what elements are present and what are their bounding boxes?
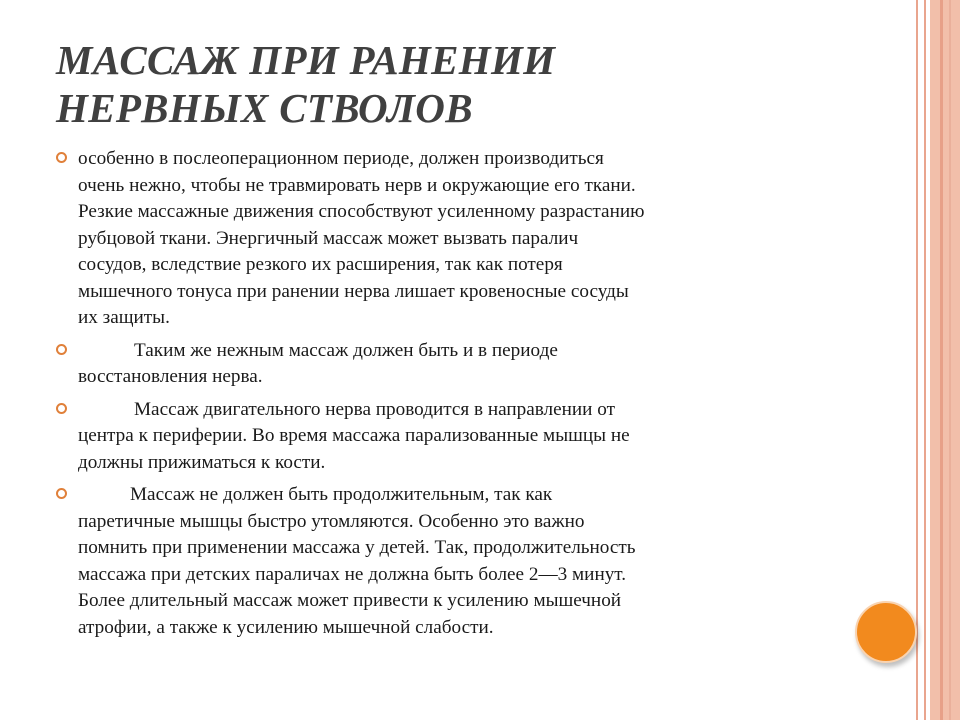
hollow-circle-bullet-icon — [56, 403, 67, 414]
hollow-circle-bullet-icon — [56, 152, 67, 163]
bullet-line: очень нежно, чтобы не травмировать нерв и окружающие его ткани. — [78, 174, 636, 196]
bullet-line: мышечного тонуса при ранении нерва лишает кровеносные сосуды — [78, 280, 629, 302]
bullet-list — [56, 146, 846, 647]
bullet-item-4 — [56, 482, 846, 641]
bullet-line: массажа при детских параличах не должна быть более 2—3 минут. — [78, 563, 627, 585]
bullet-line: должны прижиматься к кости. — [78, 451, 326, 473]
slide-title — [56, 36, 876, 132]
bullet-line: помнить при применении массажа у детей. Так, продолжительность — [78, 537, 636, 558]
bullet-line: восстановления нерва. — [78, 366, 263, 387]
title-line-2: НЕРВНЫХ СТВОЛОВ — [56, 85, 473, 131]
title-line-1: МАССАЖ ПРИ РАНЕНИИ — [56, 37, 556, 83]
bullet-line: Таким же нежным массаж должен быть и в периоде — [134, 339, 558, 361]
bullet-line: рубцовой ткани. Энергичный массаж может вызвать паралич — [78, 227, 579, 249]
bullet-line: особенно в послеоперационном периоде, должен производиться — [78, 148, 604, 169]
stripe — [930, 0, 960, 720]
bullet-line: Массаж не должен быть продолжительным, так как — [130, 484, 553, 505]
bullet-item-3 — [56, 397, 846, 477]
stripe — [949, 0, 951, 720]
bullet-line: паретичные мышцы быстро утомляются. Особенно это важно — [78, 510, 585, 532]
hollow-circle-bullet-icon — [56, 488, 67, 499]
bullet-line: Более длительный массаж может привести к усилению мышечной — [78, 590, 622, 611]
stripe — [940, 0, 943, 720]
stripe — [916, 0, 918, 720]
bullet-line: атрофии, а также к усилению мышечной слабости. — [78, 616, 494, 638]
bullet-item-2 — [56, 338, 846, 391]
bullet-line: сосудов, вследствие резкого их расширения, так как потеря — [78, 254, 563, 275]
bullet-line: Массаж двигательного нерва проводится в направлении от — [134, 398, 615, 420]
bullet-line: центра к периферии. Во время массажа парализованные мышцы не — [78, 425, 630, 446]
bullet-line: их защиты. — [78, 307, 170, 328]
hollow-circle-bullet-icon — [56, 344, 67, 355]
orange-circle-icon — [855, 601, 917, 663]
stripe — [924, 0, 926, 720]
decorative-stripes — [916, 0, 960, 720]
bullet-item-1 — [56, 146, 846, 332]
bullet-line: Резкие массажные движения способствуют усиленному разрастанию — [78, 201, 645, 222]
